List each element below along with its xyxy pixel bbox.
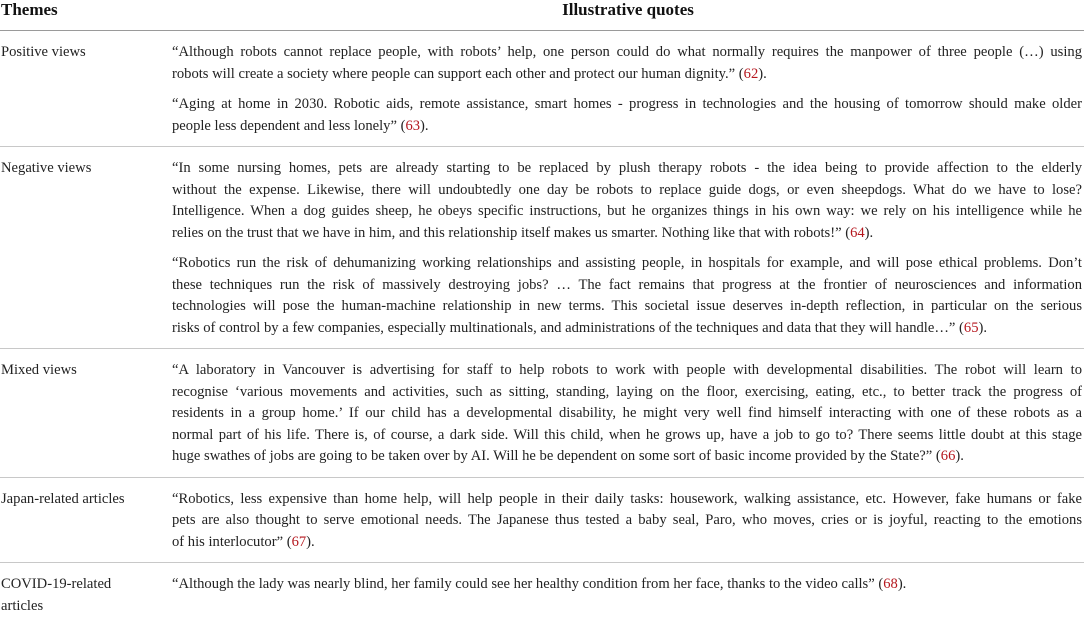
quote-text: relies on the trust that we have in him, and this relationship itself makes us smarter. Nothing like that with robots!” (: [172, 224, 851, 241]
reference-link[interactable]: 62: [743, 65, 759, 82]
reference-link[interactable]: 67: [291, 533, 307, 550]
quote-tail: ).: [897, 576, 907, 592]
table-row: [0, 478, 1084, 564]
quote-text: Intelligence. When a dog guides sheep, he obeys specific instructions, but he organizes things in his own way: we rely on his intelligence while he: [172, 203, 1082, 219]
quote-line: [172, 94, 1082, 116]
quote-text: residents in a group home.’ If our child has a developmental disability, he might very well find himself interacting with one of these robots as a: [172, 405, 1082, 421]
quote-paragraph: [172, 94, 1082, 137]
table-row: [0, 349, 1084, 478]
quote-paragraph: [172, 360, 1082, 468]
quote-text: without the expense. Likewise, there will undoubtedly one day be robots to replace guide dogs, or even sheepdogs. What do we have to lose?: [172, 181, 1082, 198]
quote-line: [172, 223, 1082, 245]
quote-text: people less dependent and less lonely” (: [172, 117, 406, 134]
quote-line: [172, 201, 1082, 223]
quote-text: these techniques run the risk of massively destroying jobs? … The fact remains that progress at the frontier of neurosciences and information: [172, 276, 1082, 293]
quote-text: “Robotics run the risk of dehumanizing working relationships and assisting people, in hospitals for example, and will pose ethical problems. Don’t: [172, 255, 1082, 271]
quote-tail: ).: [978, 319, 988, 336]
quote-line: [172, 318, 1082, 340]
quote-line: [172, 158, 1082, 180]
quote-paragraph: [172, 574, 1082, 596]
reference-link[interactable]: 63: [405, 117, 421, 134]
quote-tail: ).: [420, 117, 429, 134]
quote-text: “In some nursing homes, pets are already starting to be replaced by plush therapy robots - the idea being to provide affection to the elderly: [172, 160, 1082, 176]
theme-cell: Positive views: [1, 44, 86, 60]
quote-text: technologies will pose the human-machine relationship in new terms. This societal issue deserves in-depth reflection, in particular on the serious: [172, 298, 1082, 314]
quote-line: [172, 116, 1082, 138]
quote-line: [172, 403, 1082, 425]
reference-link[interactable]: 65: [963, 319, 979, 336]
quote-line: [172, 180, 1082, 202]
quote-text: risks of control by a few companies, especially multinationals, and administrations of the techniques and data that they will handle…” (: [172, 319, 964, 336]
quote-text: “Although the lady was nearly blind, her family could see her healthy condition from her face, thanks to the video calls” (: [172, 576, 884, 592]
quote-line: [172, 510, 1082, 532]
quote-line: [172, 360, 1082, 382]
quote-tail: ).: [864, 224, 874, 241]
quote-line: [172, 425, 1082, 447]
table-header: [0, 0, 1084, 31]
quote-line: [172, 382, 1082, 404]
quote-paragraph: [172, 489, 1082, 554]
theme-cell: Negative views: [1, 160, 92, 176]
table-row: [0, 147, 1084, 349]
quote-line: [172, 253, 1082, 275]
quote-line: [172, 64, 1082, 86]
quote-text: pets are also thought to serve emotional needs. The Japanese thus tested a baby seal, Paro, who moves, cries or is joyful, reacting to the emotions: [172, 512, 1082, 528]
theme-cell: COVID-19-related articles: [1, 576, 112, 614]
quote-paragraph: [172, 253, 1082, 339]
quote-tail: ).: [306, 533, 315, 550]
reference-link[interactable]: 64: [850, 224, 865, 241]
quotes-cell: [172, 478, 1082, 554]
table-body: [0, 31, 1084, 614]
quote-text: “A laboratory in Vancouver is advertising for staff to help robots to work with people with developmental disabilities. The robot will learn to: [172, 362, 1082, 378]
quote-text: “Robotics, less expensive than home help, will help people in their daily tasks: housework, walking assistance, etc. However, fake humans or fake: [172, 490, 1082, 507]
quotes-cell: [172, 147, 1082, 339]
quote-line: [172, 275, 1082, 297]
quotes-column-header: Illustrative quotes: [562, 0, 694, 19]
reference-link[interactable]: 66: [940, 448, 956, 464]
quote-tail: ).: [955, 448, 964, 464]
quote-line: [172, 446, 1082, 468]
theme-cell: Japan-related articles: [1, 490, 125, 507]
quote-line: [172, 296, 1082, 318]
quotes-cell: [172, 31, 1082, 137]
quotes-cell: [172, 349, 1082, 468]
quote-paragraph: [172, 158, 1082, 244]
table-row: [0, 31, 1084, 147]
quotes-cell: [172, 563, 1082, 596]
quote-line: [172, 532, 1082, 554]
quote-text: “Aging at home in 2030. Robotic aids, remote assistance, smart homes - progress in technologies and the housing of tomorrow should make older: [172, 96, 1082, 112]
table-row: [0, 563, 1084, 614]
quote-paragraph: [172, 42, 1082, 85]
reference-link[interactable]: 68: [883, 576, 898, 592]
quote-text: recognise ‘various movements and activities, such as sitting, standing, laying on the floor, exercising, eating, etc., to better track the progress of: [172, 383, 1082, 400]
theme-cell: Mixed views: [1, 362, 77, 378]
themes-column-header: Themes: [1, 0, 58, 19]
quote-text: of his interlocutor” (: [172, 533, 292, 550]
quote-text: normal part of his life. There is, of course, a dark side. Will this child, when he grows up, have a job to go to? There seems little doubt at this stage: [172, 426, 1082, 443]
quote-line: [172, 574, 1082, 596]
quote-line: [172, 42, 1082, 64]
quote-text: robots will create a society where people can support each other and protect our human dignity.” (: [172, 65, 744, 82]
quote-text: “Although robots cannot replace people, with robots’ help, one person could do what normally requires the manpower of three people (…) using: [172, 44, 1082, 60]
quote-line: [172, 489, 1082, 511]
quote-text: huge swathes of jobs are going to be taken over by AI. Will he be dependent on some sort of basic income provided by the State?” (: [172, 448, 941, 464]
quote-tail: ).: [758, 65, 767, 82]
